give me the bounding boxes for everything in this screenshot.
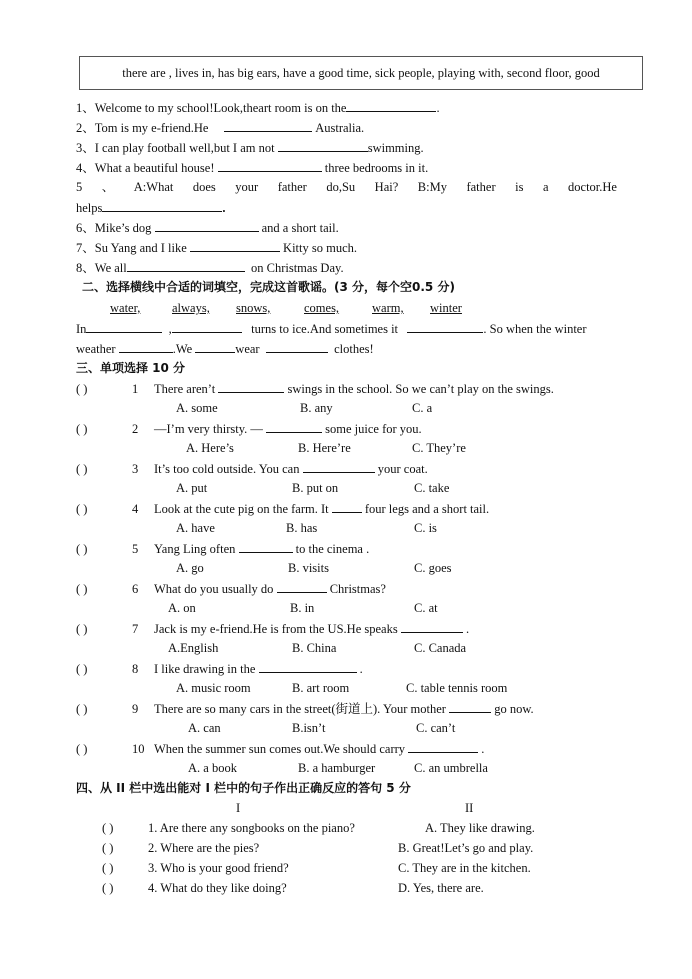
part2-heading: 二、选择横线中合适的词填空，完成这首歌谣。(3 分，每个空0.5 分) — [82, 280, 455, 294]
answer-blank[interactable] — [259, 658, 357, 673]
answer-blank[interactable] — [172, 318, 242, 333]
answer-paren[interactable]: ( ) — [76, 382, 88, 396]
q-text: to the cinema . — [295, 542, 370, 556]
q-number: 5 — [76, 180, 83, 194]
word-option: snows, — [236, 301, 271, 315]
answer-blank[interactable] — [218, 157, 322, 172]
word-option: water, — [110, 301, 141, 315]
q-number: 9 — [132, 702, 139, 716]
part1-q8 — [76, 257, 344, 278]
part2-word-list — [110, 298, 490, 318]
option-a[interactable]: A. have — [176, 521, 215, 535]
answer-paren[interactable]: ( ) — [76, 422, 88, 436]
q-text: Mike’s dog — [94, 221, 152, 235]
q-number: 2 — [132, 422, 139, 436]
column-ii-answer: B. Great!Let’s go and play. — [398, 841, 534, 855]
q-text: Yang Ling often — [154, 542, 236, 556]
option-a[interactable]: A. Here’s — [186, 441, 234, 455]
mc-question-2 — [76, 418, 422, 439]
q-word: B:My — [417, 180, 447, 194]
answer-blank[interactable] — [102, 197, 222, 212]
answer-blank[interactable] — [127, 257, 245, 272]
option-b[interactable]: B. visits — [288, 561, 329, 575]
answer-blank[interactable] — [266, 418, 322, 433]
word-bank-box — [79, 56, 643, 90]
option-b[interactable]: B. China — [292, 641, 337, 655]
answer-blank[interactable] — [346, 97, 436, 112]
q-number: 5 — [132, 542, 139, 556]
mc-question-6 — [76, 578, 386, 599]
answer-paren[interactable]: ( ) — [76, 622, 88, 636]
answer-blank[interactable] — [278, 137, 368, 152]
word-option: comes, — [304, 301, 340, 315]
q-number: 8、 — [76, 261, 95, 275]
q-text: We all — [94, 261, 127, 275]
match-row-3 — [102, 858, 289, 878]
mc-question-4 — [76, 498, 489, 519]
answer-blank[interactable] — [408, 738, 478, 753]
q-number: 3 — [132, 462, 139, 476]
option-b[interactable]: B. has — [286, 521, 318, 535]
q-word: a — [542, 180, 549, 194]
option-c[interactable]: C. is — [414, 521, 437, 535]
column-ii-answer: A. They like drawing. — [425, 821, 535, 835]
q-sep: 、 — [101, 180, 115, 194]
part2-line1 — [76, 318, 587, 339]
option-a[interactable]: A. on — [168, 601, 196, 615]
q-text: There aren’t — [154, 382, 216, 396]
q-word: doctor.He — [568, 180, 617, 194]
mc-question-5 — [76, 538, 369, 559]
song-text: .We — [172, 342, 193, 356]
q-text: . — [465, 622, 470, 636]
song-text: In — [76, 322, 87, 336]
q-text: and a short tail. — [261, 221, 339, 235]
match-row-2 — [102, 838, 259, 858]
option-a[interactable]: A. go — [176, 561, 204, 575]
q-word: father — [466, 180, 496, 194]
song-text: turns to ice.And sometimes it — [251, 322, 399, 336]
q-text: What a beautiful house! — [94, 161, 215, 175]
q-number: 4、 — [76, 161, 95, 175]
option-a[interactable]: A. some — [176, 401, 218, 415]
match-row-4 — [102, 878, 287, 898]
q-text: three bedrooms in it. — [324, 161, 429, 175]
column-ii-answer: D. Yes, there are. — [398, 881, 484, 895]
q-text: It’s too cold outside. You can — [154, 462, 300, 476]
answer-blank[interactable] — [86, 318, 162, 333]
q-number: 1、 — [76, 101, 95, 115]
mc-question-1 — [76, 378, 554, 399]
answer-blank[interactable] — [239, 538, 293, 553]
q-text: helps — [76, 201, 103, 215]
part4-heading: 四、从 II 栏中选出能对 I 栏中的句子作出正确反应的答句 5 分 — [76, 781, 411, 795]
option-b[interactable]: B. a hamburger — [298, 761, 376, 775]
q-text: When the summer sun comes out.We should carry — [154, 742, 406, 756]
answer-blank[interactable] — [277, 578, 327, 593]
option-c[interactable]: C. take — [414, 481, 450, 495]
column-i-sentence: 2. Where are the pies? — [148, 841, 260, 855]
option-c[interactable]: C. table tennis room — [406, 681, 508, 695]
option-a[interactable]: A. put — [176, 481, 208, 495]
answer-blank[interactable] — [407, 318, 483, 333]
q-text: There are so many cars in the street(街道上). Your mother — [154, 702, 446, 716]
option-c[interactable]: C. an umbrella — [414, 761, 488, 775]
q-number: 10 — [132, 742, 145, 756]
q-text: Su Yang and I like — [94, 241, 187, 255]
q-text: . — [222, 201, 226, 215]
part3-heading: 三、单项选择 10 分 — [76, 361, 186, 375]
part1-q4 — [76, 157, 428, 178]
part2-line2 — [76, 338, 374, 359]
option-b[interactable]: B. put on — [292, 481, 339, 495]
answer-blank[interactable] — [401, 618, 463, 633]
answer-blank[interactable] — [332, 498, 362, 513]
column-i-sentence: 1. Are there any songbooks on the piano? — [148, 821, 355, 835]
answer-paren[interactable]: ( ) — [102, 861, 114, 875]
option-c[interactable]: C. goes — [414, 561, 452, 575]
q-text: I can play football well,but I am not — [94, 141, 275, 155]
q-word: A:What — [133, 180, 174, 194]
q-text: Welcome to my school!Look,theart room is on the — [94, 101, 347, 115]
column-i-sentence: 4. What do they like doing? — [148, 881, 287, 895]
column-i-sentence: 3. Who is your good friend? — [148, 861, 289, 875]
q-text: What do you usually do — [154, 582, 274, 596]
q-text: Look at the cute pig on the farm. It — [154, 502, 329, 516]
answer-blank[interactable] — [303, 458, 375, 473]
q-text: swings in the school. So we can’t play on the swings. — [287, 382, 554, 396]
q-text: Jack is my e-friend.He is from the US.He speaks — [154, 622, 398, 636]
part1-q6 — [76, 217, 339, 238]
part1-q5 — [76, 177, 617, 197]
mc-question-10 — [76, 738, 484, 759]
option-c[interactable]: C. a — [412, 401, 433, 415]
answer-blank[interactable] — [119, 338, 173, 353]
song-text: wear — [235, 342, 260, 356]
answer-paren[interactable]: ( ) — [76, 462, 88, 476]
q-text: Australia. — [315, 121, 365, 135]
q-text: Kitty so much. — [283, 241, 358, 255]
q-text: Tom is my e-friend.He — [94, 121, 209, 135]
q-number: 6、 — [76, 221, 95, 235]
q-text: go now. — [494, 702, 534, 716]
word-option: warm, — [372, 301, 404, 315]
q-word: your — [235, 180, 259, 194]
q-text: four legs and a short tail. — [364, 502, 490, 516]
q-number: 4 — [132, 502, 139, 516]
q-text: swimming. — [367, 141, 424, 155]
mc-question-8 — [76, 658, 363, 679]
option-b[interactable]: B.isn’t — [292, 721, 326, 735]
option-b[interactable]: B. Here’re — [298, 441, 351, 455]
part1-q2 — [76, 117, 364, 138]
answer-blank[interactable] — [195, 338, 235, 353]
q-number: 7、 — [76, 241, 95, 255]
q-text: —I’m very thirsty. — — [154, 422, 263, 436]
option-b[interactable]: B. art room — [292, 681, 350, 695]
song-text: . So when the winter — [483, 322, 587, 336]
q-word: does — [192, 180, 216, 194]
answer-paren[interactable]: ( ) — [76, 662, 88, 676]
q-text: . — [481, 742, 485, 756]
part1-q3 — [76, 137, 424, 158]
q-text: some juice for you. — [325, 422, 422, 436]
q-text: . — [359, 662, 363, 676]
q-number: 1 — [132, 382, 139, 396]
answer-paren[interactable]: ( ) — [102, 881, 114, 895]
answer-paren[interactable]: ( ) — [76, 582, 88, 596]
q-number: 2、 — [76, 121, 95, 135]
word-option: winter — [430, 301, 462, 315]
answer-paren[interactable]: ( ) — [76, 702, 88, 716]
answer-blank[interactable] — [218, 378, 284, 393]
q-word: father — [277, 180, 307, 194]
q-text: Christmas? — [329, 582, 386, 596]
option-c[interactable]: C. can’t — [416, 721, 456, 735]
answer-blank[interactable] — [449, 698, 491, 713]
column-i-label: I — [236, 801, 241, 815]
song-text: clothes! — [334, 342, 374, 356]
q-number: 6 — [132, 582, 139, 596]
option-a[interactable]: A.English — [168, 641, 219, 655]
match-row-1 — [102, 818, 355, 838]
q-word: Hai? — [374, 180, 399, 194]
word-bank-text: there are , lives in, has big ears, have a good time, sick people, playing with, second floor, good — [122, 66, 600, 80]
mc-question-3 — [76, 458, 428, 479]
song-text: , — [168, 322, 172, 336]
mc-question-9 — [76, 698, 534, 719]
q-number: 7 — [132, 622, 139, 636]
q-text: your coat. — [377, 462, 428, 476]
song-text: weather — [76, 342, 116, 356]
answer-blank[interactable] — [266, 338, 328, 353]
answer-blank[interactable] — [155, 217, 259, 232]
q-text: I like drawing in the — [154, 662, 256, 676]
answer-paren[interactable]: ( ) — [102, 841, 114, 855]
answer-blank[interactable] — [224, 117, 312, 132]
answer-paren[interactable]: ( ) — [76, 542, 88, 556]
column-ii-label: II — [465, 801, 474, 815]
word-option: always, — [172, 301, 210, 315]
part1-q1 — [76, 97, 440, 118]
answer-blank[interactable] — [190, 237, 280, 252]
option-c[interactable]: C. Canada — [414, 641, 467, 655]
option-a[interactable]: A. music room — [176, 681, 251, 695]
q-number: 3、 — [76, 141, 95, 155]
mc-question-7 — [76, 618, 469, 639]
option-c[interactable]: C. at — [414, 601, 438, 615]
q-word: is — [515, 180, 524, 194]
part1-q7 — [76, 237, 357, 258]
option-a[interactable]: A. a book — [188, 761, 237, 775]
answer-paren[interactable]: ( ) — [102, 821, 114, 835]
part1-q5-cont — [76, 197, 226, 218]
q-number: 8 — [132, 662, 139, 676]
option-b[interactable]: B. in — [290, 601, 315, 615]
option-a[interactable]: A. can — [188, 721, 221, 735]
answer-paren[interactable]: ( ) — [76, 742, 88, 756]
answer-paren[interactable]: ( ) — [76, 502, 88, 516]
column-ii-answer: C. They are in the kitchen. — [398, 861, 531, 875]
q-text: . — [436, 101, 440, 115]
option-c[interactable]: C. They’re — [412, 441, 466, 455]
q-word: do,Su — [326, 180, 356, 194]
q-text: on Christmas Day. — [250, 261, 344, 275]
option-b[interactable]: B. any — [300, 401, 333, 415]
